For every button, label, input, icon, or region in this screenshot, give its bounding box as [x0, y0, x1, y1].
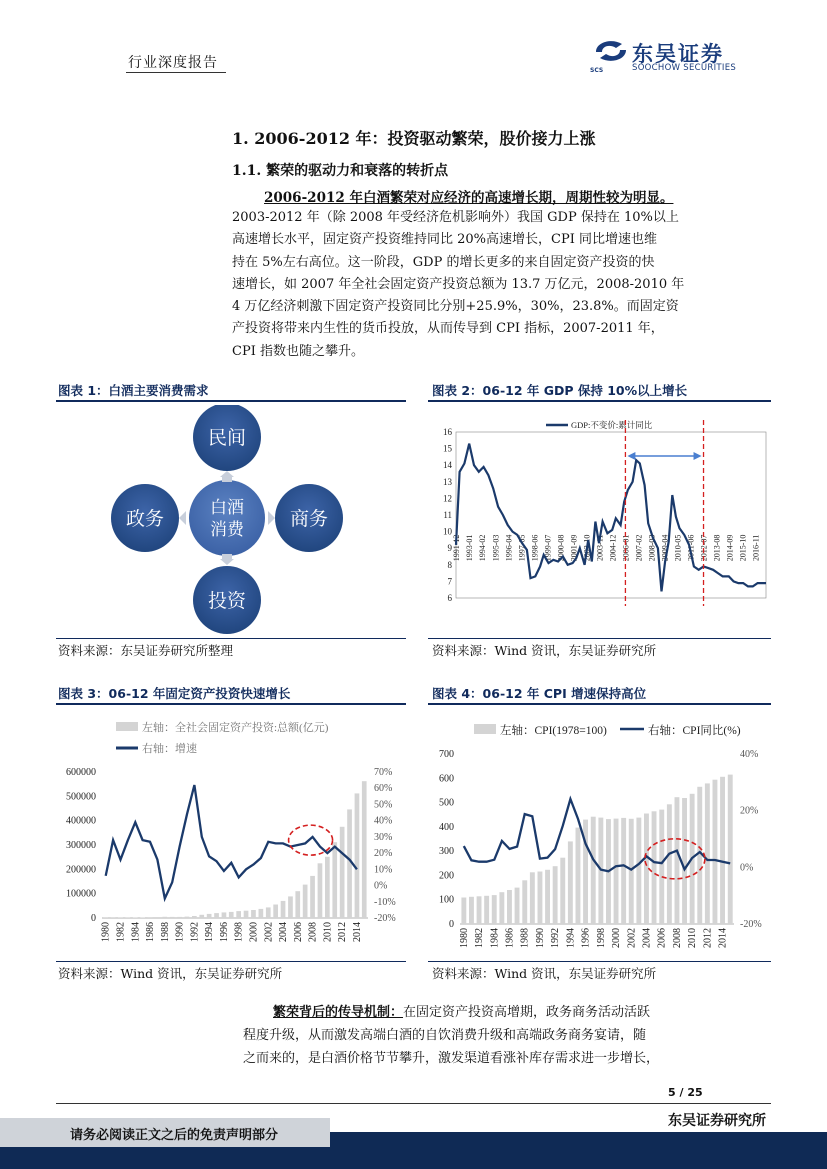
gdp-x-tick: 2001-09 [569, 534, 579, 562]
header-underline [126, 72, 226, 73]
fig4-title: 图表 4：06-12 年 CPI 增速保持高位 [432, 686, 647, 701]
fai-right-tick: 40% [374, 815, 393, 827]
fai-x-tick: 2006 [292, 922, 304, 942]
gdp-x-tick: 2014-09 [725, 534, 735, 562]
cpi-x-tick: 1992 [550, 928, 562, 948]
fai-bar [170, 917, 175, 918]
cpi-left-tick: 600 [439, 773, 454, 785]
gdp-x-tick: 2016-11 [751, 534, 761, 561]
cpi-legend-bar-label: 左轴：CPI(1978=100) [500, 725, 607, 737]
fig3-rule [56, 703, 406, 705]
fai-bar [362, 781, 367, 918]
gdp-y-tick: 6 [447, 593, 452, 603]
cpi-bar [469, 897, 474, 924]
gdp-x-tick: 2000-08 [556, 534, 566, 562]
fai-x-tick: 2000 [248, 922, 260, 942]
cpi-legend-line-label: 右轴：CPI同比(%) [648, 725, 741, 737]
cpi-bar [576, 828, 581, 924]
gdp-legend-label: GDP:不变价:累计同比 [571, 420, 653, 430]
fai-bar [140, 917, 145, 918]
fig4-source-rule [428, 961, 771, 962]
gdp-y-tick: 10 [443, 526, 452, 537]
arrow-up-icon [220, 471, 234, 477]
fai-bar [244, 911, 249, 918]
cpi-left-tick: 300 [439, 846, 454, 858]
gdp-y-tick: 7 [447, 576, 452, 587]
cpi-bar [507, 890, 512, 924]
fai-x-tick: 2014 [351, 922, 363, 942]
paragraph-line: 4 万亿经济刺激下固定资产投资同比分别+25.9%，30%，23.8%。而固定资 [232, 299, 679, 315]
cpi-bar [636, 818, 641, 924]
fai-right-tick: 20% [374, 848, 393, 860]
cpi-x-tick: 2002 [626, 928, 638, 948]
cpi-left-tick: 0 [449, 919, 454, 930]
cpi-bar [652, 811, 657, 924]
fig3-source: 资料来源：Wind 资讯，东吴证券研究所 [58, 966, 283, 981]
cpi-x-tick: 1996 [580, 928, 592, 948]
gdp-y-tick: 14 [443, 460, 452, 471]
gdp-y-tick: 8 [447, 559, 452, 570]
fai-x-tick: 2012 [337, 922, 349, 942]
paragraph-line: 2003-2012 年（除 2008 年受经济危机影响外）我国 GDP 保持在 10%以上 [232, 210, 679, 225]
gdp-chart [428, 406, 771, 634]
paragraph-line: CPI 指数也随之攀升。 [232, 343, 364, 359]
fai-left-tick: 300000 [66, 840, 96, 851]
cpi-bar [560, 858, 565, 924]
fai-bar [214, 913, 219, 918]
fig2-title: 图表 2：06-12 年 GDP 保持 10%以上增长 [432, 383, 688, 398]
fai-bar [295, 891, 300, 918]
gdp-x-tick: 2004-12 [608, 534, 618, 562]
arrow-down-icon [220, 559, 234, 565]
fai-bar [251, 910, 256, 918]
cpi-x-tick: 1982 [474, 928, 486, 948]
body2-line3: 之而来的，是白酒价格节节攀升，激发渠道看涨补库存需求进一步增长， [243, 1051, 660, 1066]
arrow-right-icon [268, 511, 275, 525]
logo-cn: 东吴证券 [632, 42, 724, 66]
fig1-source-rule [56, 638, 406, 639]
fai-x-tick: 1996 [218, 922, 230, 942]
gdp-x-tick: 1997-05 [517, 534, 527, 562]
node-bottom-label: 投资 [207, 590, 247, 612]
cpi-bar [621, 818, 626, 924]
gdp-x-tick: 2002-10 [582, 534, 592, 562]
cpi-bar [522, 880, 527, 924]
paragraph-line: 高速增长水平，固定资产投资维持同比 20%高速增长，CPI 同比增速也维 [232, 232, 657, 248]
cpi-x-tick: 2010 [687, 928, 699, 948]
gdp-x-tick: 2013-08 [712, 534, 722, 562]
fai-bar [340, 827, 345, 918]
fai-bar [273, 905, 278, 919]
cpi-x-tick: 1980 [458, 928, 470, 948]
cpi-left-tick: 100 [439, 894, 454, 906]
fig3-title: 图表 3：06-12 年固定资产投资快速增长 [58, 686, 291, 701]
cpi-x-tick: 1986 [504, 928, 516, 948]
fai-legend-bar-label: 左轴：全社会固定资产投资:总额(亿元) [142, 722, 329, 734]
fai-bar [162, 917, 167, 918]
gdp-x-tick: 1993-01 [465, 534, 475, 562]
logo-mark-text: SCS [590, 67, 604, 74]
cpi-bar [591, 817, 596, 924]
cpi-left-tick: 400 [439, 821, 454, 833]
gdp-x-tick: 1998-06 [530, 534, 540, 562]
gdp-y-tick: 15 [443, 443, 452, 454]
cpi-bar [538, 872, 543, 925]
paragraph-line: 速增长，如 2007 年全社会固定资产投资总额为 13.7 万亿元，2008-2010 年 [232, 276, 685, 292]
fai-right-tick: 30% [374, 831, 393, 843]
fai-legend-line-label: 右轴：增速 [142, 743, 197, 755]
footer-org: 东吴证券研究所 [668, 1113, 766, 1129]
cpi-x-tick: 1994 [565, 928, 577, 948]
cpi-bar [477, 896, 482, 924]
node-center-label-2: 消费 [210, 520, 244, 540]
fai-bar [325, 857, 330, 918]
body2-line2: 程度升级，从而激发高端白酒的自饮消费升级和高端政务商务宴请，随 [243, 1028, 647, 1043]
node-top-label: 民间 [207, 427, 247, 449]
gdp-x-tick: 2003-11 [595, 534, 605, 561]
fai-x-tick: 1988 [159, 922, 171, 942]
report-type: 行业深度报告 [128, 55, 218, 71]
subsection-heading: 1.1. 繁荣的驱动力和衰落的转折点 [232, 163, 449, 179]
gdp-x-tick: 2015-10 [738, 534, 748, 562]
body2-line1-text: 在固定资产投资高增期，政务商务活动活跃 [403, 1005, 651, 1020]
fig4-rule [428, 703, 771, 705]
fig3-source-rule [56, 961, 406, 962]
body2-lead: 繁荣背后的传导机制： [273, 1005, 404, 1020]
cpi-x-tick: 2004 [641, 928, 653, 948]
fig4-source: 资料来源：Wind 资讯，东吴证券研究所 [432, 966, 657, 981]
fai-bar [192, 916, 197, 918]
fai-right-tick: -20% [374, 913, 396, 924]
fai-bar [310, 876, 315, 918]
footer-rule [56, 1103, 771, 1104]
gdp-x-tick: 2012-07 [699, 534, 709, 562]
fig1-diagram [90, 405, 390, 635]
fai-chart [56, 708, 406, 960]
paragraph-line: 产投资将带来内生性的货币投放，从而传导到 CPI 指标，2007-2011 年， [232, 321, 664, 337]
gdp-x-tick: 1996-04 [504, 534, 514, 562]
fai-right-tick: 50% [374, 799, 393, 811]
gdp-x-tick: 1991-12 [452, 534, 462, 562]
cpi-right-tick: 40% [740, 749, 759, 760]
cpi-bar [667, 804, 672, 924]
cpi-bar [461, 898, 466, 925]
cpi-bar [675, 797, 680, 924]
fai-left-tick: 600000 [66, 767, 96, 778]
cpi-bar [659, 810, 664, 924]
fai-bar [199, 915, 204, 918]
cpi-x-tick: 2000 [611, 928, 623, 948]
fai-legend-bar-swatch [116, 722, 138, 731]
cpi-right-tick: -20% [740, 919, 762, 930]
fai-x-tick: 1980 [100, 922, 112, 942]
cpi-x-tick: 2006 [656, 928, 668, 948]
paragraph-line: 持在 5%左右高位。这一阶段，GDP 的增长更多的来自固定资产投资的快 [232, 254, 655, 270]
cpi-bar [568, 841, 573, 924]
fai-right-tick: 70% [374, 767, 393, 778]
fai-bar [259, 909, 264, 918]
fai-bar [222, 912, 227, 918]
fai-x-tick: 1984 [130, 922, 142, 942]
fai-bar [266, 907, 271, 918]
cpi-right-tick: 20% [740, 805, 759, 817]
gdp-y-tick: 12 [443, 493, 452, 504]
gdp-arrow-left-icon [627, 452, 635, 460]
company-logo [590, 38, 770, 78]
fai-left-tick: 400000 [66, 815, 96, 827]
fai-right-tick: 10% [374, 864, 393, 876]
gdp-x-tick: 2006-01 [621, 534, 631, 562]
cpi-left-tick: 700 [439, 749, 454, 760]
fig2-rule [428, 400, 771, 402]
fig1-rule [56, 400, 406, 402]
cpi-x-tick: 1984 [489, 928, 501, 948]
body2-line1 [273, 1001, 650, 1024]
cpi-x-tick: 1988 [519, 928, 531, 948]
cpi-bar [553, 866, 558, 924]
fai-x-tick: 1994 [204, 922, 216, 942]
gdp-y-tick: 16 [443, 427, 452, 437]
fai-bar [318, 863, 323, 918]
cpi-chart [428, 708, 771, 960]
cpi-x-tick: 2008 [671, 928, 683, 948]
gdp-x-tick: 2007-02 [634, 534, 644, 562]
gdp-x-tick: 2010-05 [673, 534, 683, 562]
gdp-y-tick: 9 [447, 543, 452, 554]
footer-disclaimer: 请务必阅读正文之后的免责声明部分 [70, 1128, 279, 1143]
fig1-title: 图表 1：白酒主要消费需求 [58, 383, 209, 398]
cpi-bar [530, 872, 535, 924]
cpi-x-tick: 1990 [534, 928, 546, 948]
fai-bar [355, 793, 360, 918]
fai-bar [177, 917, 182, 918]
gdp-x-tick: 2009-04 [660, 534, 670, 562]
gdp-x-tick: 1995-03 [491, 534, 501, 562]
gdp-x-tick: 1994-02 [478, 534, 488, 562]
fai-bar [148, 917, 153, 918]
cpi-x-tick: 2014 [717, 928, 729, 948]
fai-x-tick: 2010 [322, 922, 334, 942]
cpi-bar [720, 777, 725, 924]
arrow-left-icon [179, 511, 186, 525]
cpi-x-tick: 2012 [702, 928, 714, 948]
cpi-bar [484, 896, 489, 924]
logo-en: SOOCHOW SECURITIES [632, 63, 737, 73]
fai-x-tick: 2008 [307, 922, 319, 942]
fig1-source: 资料来源：东吴证券研究所整理 [58, 643, 234, 658]
node-center-label-1: 白酒 [210, 498, 244, 518]
cpi-left-tick: 200 [439, 870, 454, 882]
section-heading: 1. 2006-2012 年：投资驱动繁荣，股价接力上涨 [232, 129, 596, 148]
logo-mark-icon [592, 38, 630, 68]
fai-bar [236, 911, 241, 918]
cpi-bar [713, 780, 718, 924]
node-left-label: 政务 [125, 508, 165, 530]
fai-bar [332, 842, 337, 918]
fai-x-tick: 2002 [263, 922, 275, 942]
cpi-bar [492, 895, 497, 924]
fai-bar [185, 917, 190, 918]
cpi-bar [682, 798, 687, 924]
gdp-arrow-right-icon [694, 452, 702, 460]
gdp-x-tick: 2008-03 [647, 534, 657, 562]
fig2-source-rule [428, 638, 771, 639]
cpi-bar [545, 870, 550, 924]
gdp-y-tick: 13 [443, 476, 452, 487]
fai-left-tick: 100000 [66, 888, 96, 900]
fai-bar [288, 896, 293, 918]
fai-bar [207, 914, 212, 918]
fai-bar [281, 901, 286, 918]
node-center [189, 480, 265, 556]
cpi-x-tick: 1998 [595, 928, 607, 948]
fai-right-tick: 0% [374, 880, 388, 892]
fai-bar [155, 917, 160, 918]
fai-left-tick: 0 [91, 913, 96, 924]
fai-x-tick: 2004 [278, 922, 290, 942]
fai-bar [229, 912, 234, 918]
gdp-x-tick: 1999-07 [543, 534, 553, 562]
body-paragraph [232, 207, 712, 363]
fai-x-tick: 1990 [174, 922, 186, 942]
page-number: 5 / 25 [668, 1086, 703, 1099]
cpi-bar [614, 819, 619, 924]
cpi-bar [499, 892, 504, 924]
node-right-label: 商务 [289, 508, 329, 530]
cpi-legend-bar-swatch [474, 724, 496, 734]
fai-right-tick: -10% [374, 896, 396, 908]
cpi-bar [705, 783, 710, 924]
cpi-left-tick: 500 [439, 797, 454, 809]
gdp-series-line [456, 444, 766, 592]
fai-left-tick: 200000 [66, 864, 96, 876]
lead-sentence: 2006-2012 年白酒繁荣对应经济的高速增长期，周期性较为明显。 [264, 190, 674, 206]
fai-right-tick: 60% [374, 783, 393, 795]
cpi-right-tick: 0% [740, 862, 754, 874]
fai-x-tick: 1986 [145, 922, 157, 942]
fig2-source: 资料来源：Wind 资讯，东吴证券研究所 [432, 643, 657, 658]
fai-left-tick: 500000 [66, 791, 96, 803]
cpi-bar [728, 775, 733, 924]
gdp-y-tick: 11 [443, 510, 452, 520]
gdp-x-tick: 2011-06 [686, 534, 696, 561]
fai-x-tick: 1992 [189, 922, 201, 942]
cpi-bar [629, 819, 634, 924]
fai-x-tick: 1982 [115, 922, 127, 942]
fai-x-tick: 1998 [233, 922, 245, 942]
cpi-bar [515, 888, 520, 924]
fai-bar [303, 885, 308, 918]
